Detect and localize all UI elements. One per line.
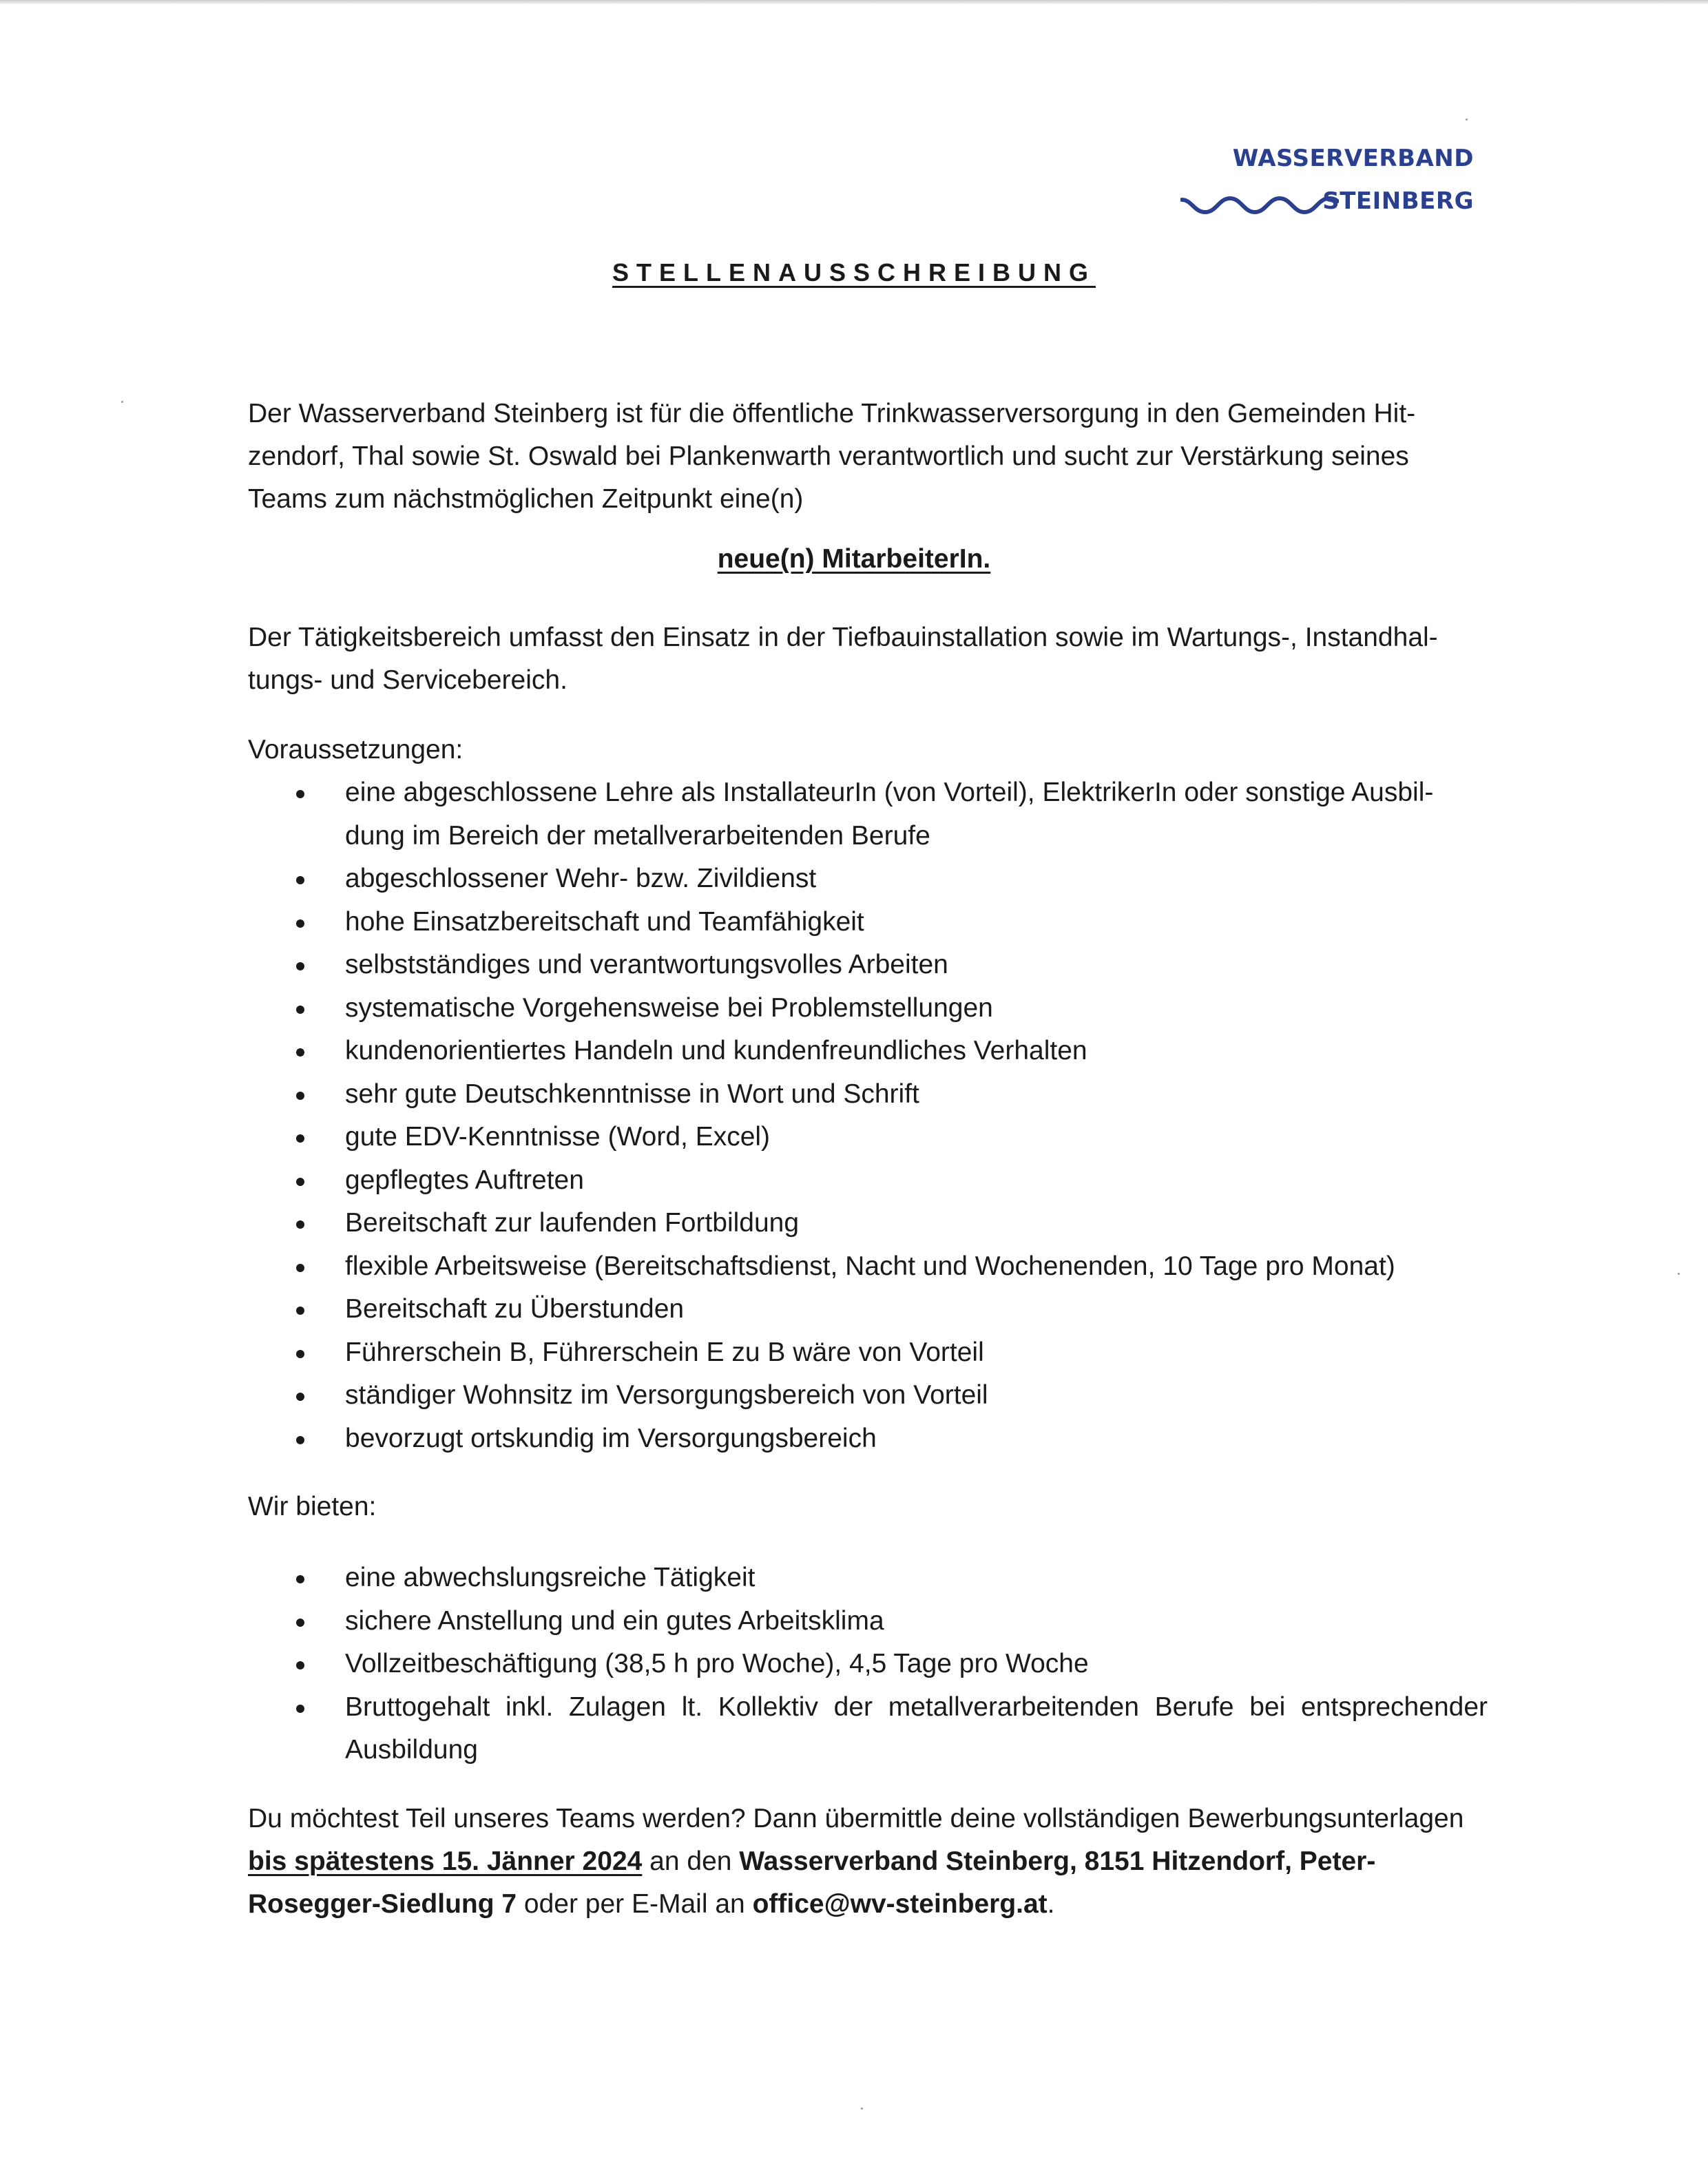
offer-label: Wir bieten:	[248, 1492, 377, 1521]
scan-speck	[121, 401, 123, 403]
offer-list	[248, 1557, 1488, 1772]
list-item: Vollzeitbeschäftigung (38,5 h pro Woche), 4,5 Tage pro Woche	[248, 1643, 1488, 1686]
scan-speck	[1466, 118, 1468, 121]
closing-text: .	[1047, 1889, 1055, 1919]
requirements-list	[248, 771, 1488, 1460]
list-item: sehr gute Deutschkenntnisse in Wort und Schrift	[248, 1073, 1488, 1116]
scan-edge	[0, 0, 1708, 4]
list-item: flexible Arbeitsweise (Bereitschaftsdienst, Nacht und Wochenenden, 10 Tage pro Monat)	[248, 1245, 1488, 1289]
closing-text: oder per E-Mail an	[517, 1889, 753, 1919]
closing-text: Du möchtest Teil unseres Teams werden? Dann übermittle deine vollständigen Bewerbungsunterlagen	[248, 1804, 1464, 1833]
list-item: gute EDV-Kenntnisse (Word, Excel)	[248, 1116, 1488, 1159]
email-address: office@wv-steinberg.at	[752, 1889, 1048, 1919]
scan-speck	[861, 2108, 863, 2110]
logo-text-line2: STEINBERG	[1322, 187, 1474, 215]
deadline: bis spätestens 15. Jänner 2024	[248, 1846, 643, 1876]
scan-speck	[1678, 1273, 1680, 1275]
wave-icon	[1180, 190, 1339, 218]
activity-paragraph: Der Tätigkeitsbereich umfasst den Einsatz in der Tiefbauinstallation sowie im Wartungs-, Instandhal-tungs- und Servicebereich.	[248, 623, 1438, 695]
list-item: Bereitschaft zu Überstunden	[248, 1288, 1488, 1331]
list-item: Führerschein B, Führerschein E zu B wäre von Vorteil	[248, 1331, 1488, 1375]
list-item: Bruttogehalt inkl. Zulagen lt. Kollektiv der metallverarbeitenden Berufe bei entsprechender Ausbildung	[248, 1686, 1488, 1772]
list-item: systematische Vorgehensweise bei Problemstellungen	[248, 987, 1488, 1030]
list-item: bevorzugt ortskundig im Versorgungsbereich	[248, 1417, 1488, 1461]
list-item: ständiger Wohnsitz im Versorgungsbereich von Vorteil	[248, 1374, 1488, 1417]
logo-text-line1: WASSERVERBAND	[1232, 145, 1474, 172]
closing-paragraph	[248, 1798, 1481, 1926]
position-title: neue(n) MitarbeiterIn.	[717, 544, 991, 574]
postal-address: Wasserverband Steinberg, 8151 Hitzendorf, Peter-Rosegger-Siedlung 7	[248, 1846, 1376, 1919]
list-item: eine abwechslungsreiche Tätigkeit	[248, 1557, 1488, 1600]
list-item: gepflegtes Auftreten	[248, 1159, 1488, 1203]
logo	[1171, 145, 1474, 227]
list-item: Bereitschaft zur laufenden Fortbildung	[248, 1202, 1488, 1245]
list-item: sichere Anstellung und ein gutes Arbeitsklima	[248, 1600, 1488, 1643]
list-item: selbstständiges und verantwortungsvolles Arbeiten	[248, 944, 1488, 987]
list-item: abgeschlossener Wehr- bzw. Zivildienst	[248, 857, 1488, 901]
list-item: hohe Einsatzbereitschaft und Teamfähigkeit	[248, 901, 1488, 944]
list-item: kundenorientiertes Handeln und kundenfreundliches Verhalten	[248, 1030, 1488, 1073]
requirements-label: Voraussetzungen:	[248, 735, 464, 764]
list-item: eine abgeschlossene Lehre als InstallateurIn (von Vorteil), ElektrikerIn oder sonstige Ausbil-dung im Bereich der metallverarbeitenden Berufe	[248, 771, 1488, 857]
document-title: STELLENAUSSCHREIBUNG	[612, 258, 1096, 287]
closing-text: an den	[642, 1846, 740, 1876]
intro-paragraph: Der Wasserverband Steinberg ist für die öffentliche Trinkwasserversorgung in den Gemeinden Hit-zendorf, Thal sowie St. Oswald bei Plankenwarth verantwortlich und sucht zur Verstärkung seines Teams zum nächstmöglichen Zeitpunkt eine(n)	[248, 399, 1416, 514]
